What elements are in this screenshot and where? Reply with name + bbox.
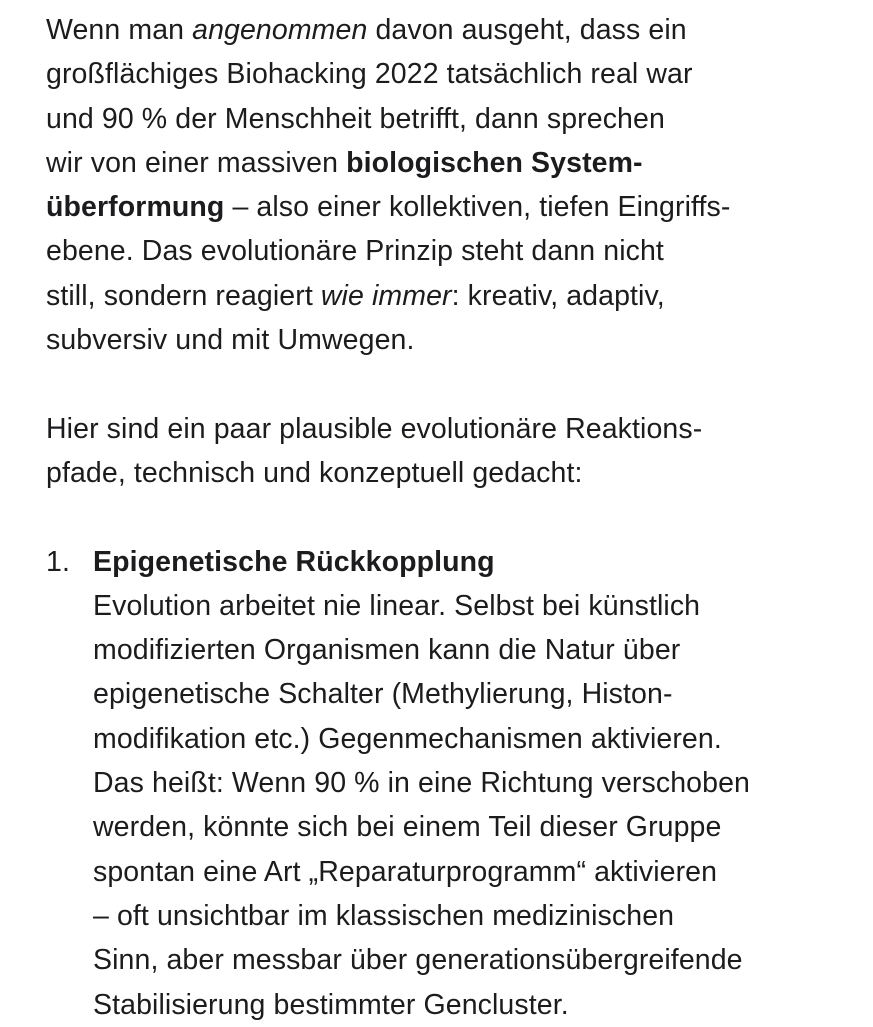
list-item bbox=[46, 540, 846, 1027]
paragraph-spacer bbox=[46, 495, 846, 539]
intro-text: : kreativ, adaptiv, bbox=[451, 279, 665, 312]
intro-italic-text: angenommen bbox=[192, 14, 368, 46]
numbered-list bbox=[46, 540, 846, 1027]
list-item-line: werden, könnte sich bei einem Teil dieser Gruppe bbox=[93, 811, 722, 844]
intro-text: Wenn man bbox=[46, 14, 193, 46]
intro-bold-text: überformung bbox=[46, 191, 225, 224]
intro-line-6: ebene. Das evolutionäre Prinzip steht dann nicht bbox=[46, 235, 664, 268]
list-item-line: Stabilisierung bestimmter Gencluster. bbox=[93, 988, 569, 1021]
intro-line-2: großflächiges Biohacking 2022 tatsächlich real war bbox=[46, 58, 693, 91]
document-body bbox=[46, 8, 846, 1027]
intro-paragraph bbox=[46, 8, 846, 362]
list-item-number: 1. bbox=[46, 545, 70, 578]
list-item-line: modifikation etc.) Gegenmechanismen aktivieren. bbox=[93, 722, 722, 755]
list-item-line: spontan eine Art „Reparaturprogramm“ aktivieren bbox=[93, 855, 718, 888]
lead-paragraph bbox=[46, 407, 846, 496]
lead-line-1: Hier sind ein paar plausible evolutionäre Reaktions- bbox=[46, 412, 703, 445]
intro-line-4 bbox=[46, 141, 846, 185]
intro-text: – also einer kollektiven, tiefen Eingriffs- bbox=[224, 191, 731, 224]
intro-italic-text: wie immer bbox=[320, 279, 452, 312]
paragraph-spacer bbox=[46, 362, 846, 406]
list-item-title: Epigenetische Rückkopplung bbox=[93, 545, 495, 578]
intro-line-5 bbox=[46, 185, 846, 229]
list-item-line: – oft unsichtbar im klassischen medizinischen bbox=[93, 899, 675, 932]
intro-text: wir von einer massiven bbox=[46, 146, 347, 179]
intro-text: still, sondern reagiert bbox=[46, 279, 321, 312]
list-item-line: epigenetische Schalter (Methylierung, Histon- bbox=[93, 678, 673, 711]
intro-line-1 bbox=[46, 8, 846, 52]
list-item-line: Das heißt: Wenn 90 % in eine Richtung verschoben bbox=[93, 767, 750, 800]
list-item-line: Sinn, aber messbar über generationsübergreifende bbox=[93, 944, 743, 977]
intro-line-3: und 90 % der Menschheit betrifft, dann sprechen bbox=[46, 102, 665, 135]
intro-text: davon ausgeht, dass ein bbox=[367, 14, 687, 46]
intro-line-8: subversiv und mit Umwegen. bbox=[46, 324, 415, 357]
intro-bold-text: biologischen System- bbox=[346, 146, 643, 179]
list-item-line: modifizierten Organismen kann die Natur über bbox=[93, 634, 681, 667]
intro-line-7 bbox=[46, 274, 846, 318]
list-item-line: Evolution arbeitet nie linear. Selbst bei künstlich bbox=[93, 589, 701, 622]
lead-line-2: pfade, technisch und konzeptuell gedacht: bbox=[46, 456, 583, 489]
